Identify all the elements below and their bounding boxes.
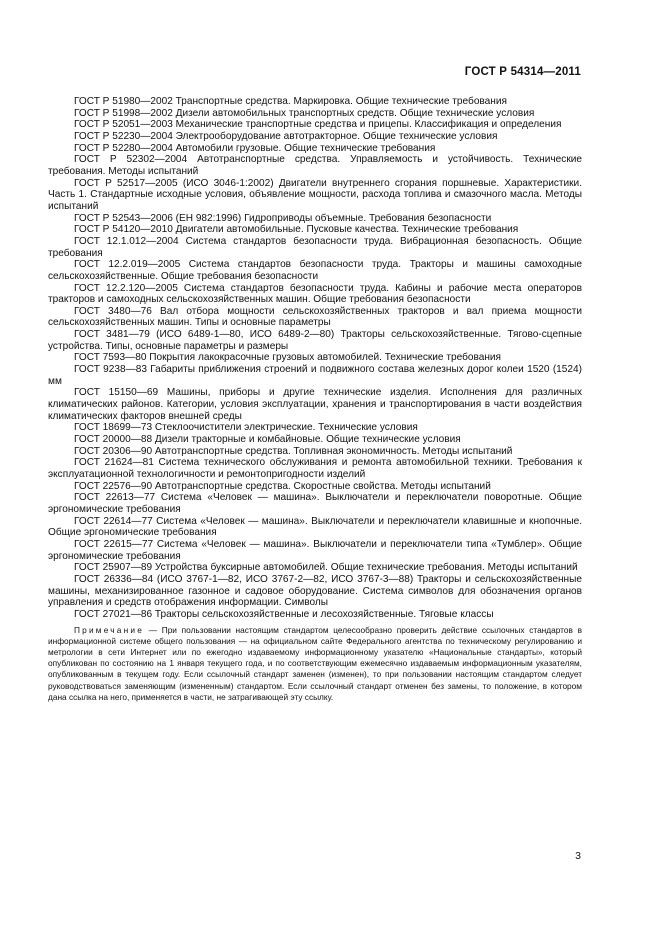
reference-entry: ГОСТ Р 51980—2002 Транспортные средства. Маркировка. Общие технические требования: [74, 96, 507, 107]
reference-entry: ГОСТ 7593—80 Покрытия лакокрасочные грузовых автомобилей. Технические требования: [74, 352, 502, 364]
reference-entry: ГОСТ 20000—88 Дизели тракторные и комбайновые. Общие технические условия: [74, 434, 461, 446]
reference-entry: ГОСТ Р 52517—2005 (ИСО 3046-1:2002) Двигатели внутреннего сгорания поршневые. Характеристики. Часть 1. Стандартные исходные условия, объявление мощности, расхода топлива и смазочного масла. Методы испытаний: [48, 177, 582, 212]
reference-entry: ГОСТ 22613—77 Система «Человек — машина». Выключатели и переключатели поворотные. Общие эргономические требования: [48, 492, 582, 515]
reference-entry: ГОСТ 15150—69 Машины, приборы и другие технические изделия. Исполнения для различных климатических районов. Категории, условия эксплуатации, хранения и транспортирования в части воздействия климатических факторов внешней среды: [48, 387, 582, 422]
note-text: — При пользовании настоящим стандартом целесообразно проверить действие ссылочных стандартов в информационной системе общего пользования — на официальном сайте Федерального агентства по техническому регулированию и метрологии в сети Интернет или по ежегодно издаваемому информационному указателю «Национальные стандарты», который опубликован по состоянию на 1 января текущего года, и по соответствующим ежемесячно издаваемым информационным указателям, опубликованным в текущем году. Если ссылочный стандарт заменен (изменен), то при пользовании настоящим стандартом следует руководствоваться заменяющим (измененным) стандартом. Если ссылочный стандарт отменен без замены, то положение, в котором дана ссылка на него, применяется в части, не затрагивающей эту ссылку.: [48, 624, 582, 702]
reference-entry: ГОСТ 9238—83 Габариты приближения строений и подвижного состава железных дорог колеи 1520 (1524) мм: [48, 364, 582, 387]
reference-entry: ГОСТ 20306—90 Автотранспортные средства. Топливная экономичность. Методы испытаний: [74, 445, 513, 457]
reference-entry: ГОСТ Р 51998—2002 Дизели автомобильных транспортных средств. Общие технические условия: [74, 107, 535, 119]
note-label: Примечание: [74, 624, 145, 635]
note-paragraph: [48, 625, 582, 703]
reference-entry: ГОСТ 3480—76 Вал отбора мощности сельскохозяйственных тракторов и вал приема мощности сельскохозяйственных машин. Типы и основные параметры: [48, 305, 582, 329]
reference-entry: ГОСТ 18699—73 Стеклоочистители электрические. Технические условия: [74, 422, 418, 434]
reference-entry: ГОСТ 22614—77 Система «Человек — машина». Выключатели и переключатели клавишные и кнопочные. Общие эргономические требования: [48, 515, 582, 539]
reference-entry: ГОСТ 27021—86 Тракторы сельскохозяйственные и лесохозяйственные. Тяговые классы: [74, 608, 494, 620]
reference-entry: ГОСТ 12.1.012—2004 Система стандартов безопасности труда. Вибрационная безопасность. Общие требования: [48, 235, 582, 259]
document-header: ГОСТ Р 54314—2011: [464, 66, 581, 78]
reference-entry: ГОСТ Р 52280—2004 Автомобили грузовые. Общие технические требования: [74, 142, 436, 154]
reference-entry: ГОСТ Р 52051—2003 Механические транспортные средства и прицепы. Классификация и определения: [74, 119, 562, 131]
reference-entry: ГОСТ 22576—90 Автотранспортные средства. Скоростные свойства. Методы испытаний: [74, 480, 491, 492]
reference-entry: ГОСТ Р 52543—2006 (ЕН 982:1996) Гидроприводы объемные. Требования безопасности: [74, 212, 492, 224]
reference-entry: ГОСТ 12.2.019—2005 Система стандартов безопасности труда. Тракторы и машины самоходные сельскохозяйственные. Общие требования безопасности: [48, 259, 582, 282]
reference-entry: ГОСТ 3481—79 (ИСО 6489-1—80, ИСО 6489-2—80) Тракторы сельскохозяйственные. Тягово-сцепные устройства. Типы, основные параметры и размеры: [48, 329, 582, 352]
reference-entry: ГОСТ 25907—89 Устройства буксирные автомобилей. Общие технические требования. Методы испытаний: [74, 562, 578, 574]
reference-entry: ГОСТ 22615—77 Система «Человек — машина». Выключатели и переключатели типа «Тумблер». Общие эргономические требования: [48, 538, 582, 562]
reference-entry: ГОСТ Р 52302—2004 Автотранспортные средства. Управляемость и устойчивость. Технические требования. Методы испытаний: [48, 154, 582, 177]
reference-entry: ГОСТ 12.2.120—2005 Система стандартов безопасности труда. Кабины и рабочие места операторов тракторов и самоходных сельскохозяйственных машин. Общие требования безопасности: [48, 282, 582, 306]
reference-entry: ГОСТ Р 52230—2004 Электрооборудование автотракторное. Общие технические условия: [74, 130, 498, 142]
references-list: [48, 96, 582, 703]
reference-entry: ГОСТ 26336—84 (ИСО 3767-1—82, ИСО 3767-2—82, ИСО 3767-3—88) Тракторы и сельскохозяйственные машины, механизированное газонное и садовое оборудование. Система символов для обозначения органов управления и средств отображения информации. Символы: [48, 573, 582, 609]
reference-entry: ГОСТ 21624—81 Система технического обслуживания и ремонта автомобильной техники. Требования к эксплуатационной технологичности и ремонтопригодности изделий: [48, 457, 582, 480]
reference-entry: ГОСТ Р 54120—2010 Двигатели автомобильные. Пусковые качества. Технические требования: [74, 224, 519, 236]
page-number: 3: [575, 850, 581, 862]
